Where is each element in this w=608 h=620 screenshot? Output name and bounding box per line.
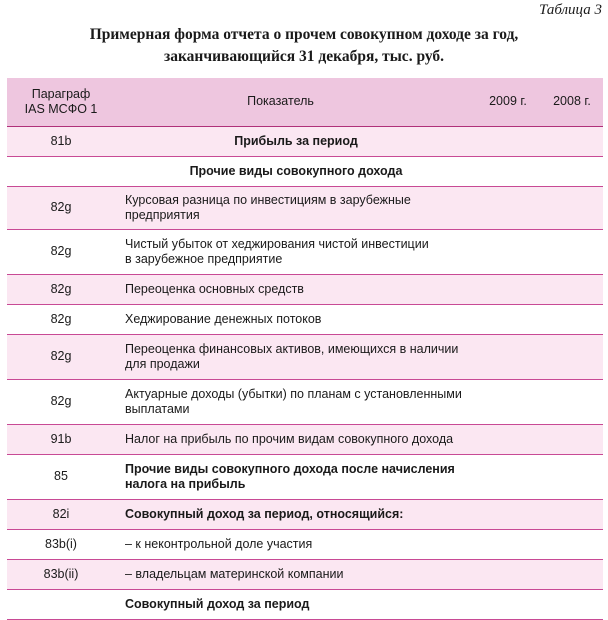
table-header-row — [7, 78, 603, 126]
indicator-line: – владельцам материнской компании — [125, 566, 344, 581]
table-row — [7, 379, 603, 424]
value-2008-cell — [541, 304, 603, 334]
indicator-line: Актуарные доходы (убытки) по планам с установленными — [125, 386, 462, 401]
indicator-line: Курсовая разница по инвестициям в зарубежные предприятия — [125, 192, 411, 222]
table-row — [7, 274, 603, 304]
value-2009-cell — [475, 499, 541, 529]
paragraph-cell: 82g — [50, 311, 72, 326]
table-row — [7, 529, 603, 559]
table-row — [7, 454, 603, 499]
paragraph-cell: 82g — [50, 200, 72, 214]
indicator-cell — [115, 379, 475, 424]
paragraph-cell: 81b — [50, 133, 72, 148]
indicator-line: Прочие виды совокупного дохода — [189, 163, 403, 178]
report-table — [7, 78, 603, 620]
indicator-line: для продажи — [125, 356, 200, 371]
indicator-cell — [115, 126, 475, 156]
table-row — [7, 499, 603, 529]
indicator-line: Прибыль за период — [234, 133, 358, 148]
indicator-line: Прочие виды совокупного дохода после начисления — [125, 461, 455, 476]
paragraph-cell: 83b(ii) — [43, 566, 79, 581]
value-2009-cell — [475, 334, 541, 379]
paragraph-cell: 82g — [50, 394, 72, 408]
table-row — [7, 186, 603, 229]
value-2009-cell — [475, 379, 541, 424]
indicator-cell — [115, 186, 475, 229]
value-2008-cell — [541, 454, 603, 499]
value-2009-cell — [475, 424, 541, 454]
value-2008-cell — [541, 126, 603, 156]
value-2008-cell — [541, 499, 603, 529]
table-row — [7, 229, 603, 274]
value-2008-cell — [541, 334, 603, 379]
indicator-cell — [115, 589, 475, 619]
value-2008-cell — [541, 186, 603, 229]
indicator-line: Переоценка основных средств — [125, 281, 304, 296]
paragraph-cell: 85 — [54, 469, 68, 483]
table-row — [7, 126, 603, 156]
value-2009-cell — [475, 156, 541, 186]
header-year-2008: 2008 г. — [553, 94, 591, 109]
indicator-line: – к неконтрольной доле участия — [125, 536, 313, 551]
table-row — [7, 156, 603, 186]
indicator-cell — [115, 454, 475, 499]
value-2009-cell — [475, 126, 541, 156]
value-2008-cell — [541, 156, 603, 186]
value-2008-cell — [541, 379, 603, 424]
value-2009-cell — [475, 274, 541, 304]
paragraph-cell: 82g — [50, 349, 72, 363]
indicator-cell — [115, 156, 475, 186]
table-row — [7, 424, 603, 454]
paragraph-cell: 91b — [50, 431, 72, 446]
title-line-2: заканчивающийся 31 декабря, тыс. руб. — [163, 48, 445, 65]
indicator-cell — [115, 499, 475, 529]
header-paragraph-line2: IAS МСФО 1 — [24, 101, 98, 116]
indicator-cell — [115, 424, 475, 454]
table-row — [7, 304, 603, 334]
value-2009-cell — [475, 454, 541, 499]
title-line-1: Примерная форма отчета о прочем совокупном доходе за год, — [89, 26, 519, 43]
table-row — [7, 589, 603, 619]
value-2009-cell — [475, 229, 541, 274]
indicator-line: Переоценка финансовых активов, имеющихся в наличии — [125, 341, 459, 356]
paragraph-cell — [7, 156, 115, 186]
paragraph-cell: 82g — [50, 244, 72, 258]
paragraph-cell: 82i — [52, 506, 70, 521]
paragraph-cell — [7, 589, 115, 619]
report-title — [0, 24, 608, 68]
paragraph-cell: 83b(i) — [45, 536, 77, 551]
indicator-line: Налог на прибыль по прочим видам совокупного дохода — [125, 431, 454, 446]
indicator-line: Совокупный доход за период, относящийся: — [125, 506, 404, 521]
indicator-cell — [115, 304, 475, 334]
indicator-line: Совокупный доход за период — [125, 596, 310, 611]
indicator-line: в зарубежное предприятие — [125, 251, 283, 266]
value-2008-cell — [541, 589, 603, 619]
value-2009-cell — [475, 589, 541, 619]
indicator-line: Хеджирование денежных потоков — [125, 311, 322, 326]
indicator-cell — [115, 334, 475, 379]
paragraph-cell: 82g — [50, 281, 72, 296]
value-2009-cell — [475, 529, 541, 559]
value-2008-cell — [541, 274, 603, 304]
value-2008-cell — [541, 559, 603, 589]
header-year-2009: 2009 г. — [489, 94, 527, 109]
indicator-line: налога на прибыль — [125, 476, 246, 491]
indicator-cell — [115, 559, 475, 589]
indicator-line: выплатами — [125, 401, 190, 416]
indicator-line: Чистый убыток от хеджирования чистой инвестиции — [125, 236, 429, 251]
table-row — [7, 334, 603, 379]
value-2009-cell — [475, 559, 541, 589]
value-2009-cell — [475, 304, 541, 334]
value-2008-cell — [541, 424, 603, 454]
value-2008-cell — [541, 229, 603, 274]
table-row — [7, 559, 603, 589]
value-2008-cell — [541, 529, 603, 559]
indicator-cell — [115, 529, 475, 559]
indicator-cell — [115, 229, 475, 274]
indicator-cell — [115, 274, 475, 304]
header-paragraph — [7, 78, 115, 126]
table-caption: Таблица 3 — [539, 2, 602, 18]
value-2009-cell — [475, 186, 541, 229]
header-paragraph-line1: Параграф — [31, 86, 91, 101]
header-indicator: Показатель — [247, 94, 314, 109]
